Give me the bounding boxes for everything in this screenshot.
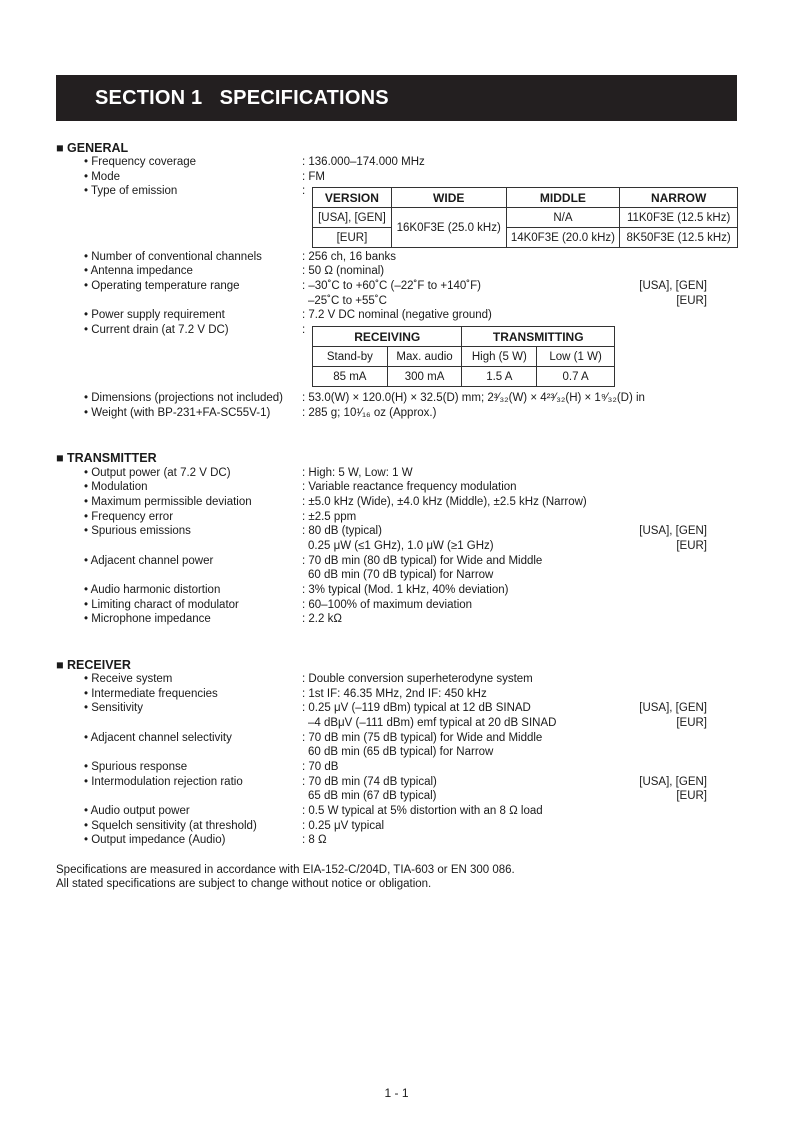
- spec-label: • Limiting charact of modulator: [84, 599, 239, 611]
- transmitter-heading: ■ TRANSMITTER: [56, 451, 157, 465]
- spec-sensitivity: [0, 701, 793, 716]
- page-number: 1 - 1: [384, 1086, 409, 1100]
- spec-value: : –30˚C to +60˚C (–22˚F to +140˚F): [302, 280, 481, 292]
- receiver-heading: ■ RECEIVER: [56, 658, 131, 672]
- spec-value: : Double conversion superheterodyne system: [302, 673, 533, 685]
- spec-value: : 60–100% of maximum deviation: [302, 599, 473, 611]
- spec-adjacent-channel-selectivity-narrow: [0, 745, 793, 760]
- spec-label: • Antenna impedance: [84, 265, 193, 277]
- spec-squelch-sensitivity: [0, 819, 793, 834]
- spec-value: : 70 dB min (74 dB typical): [302, 776, 437, 788]
- spec-label: • Intermediate frequencies: [84, 688, 218, 700]
- spec-value: : 70 dB: [302, 761, 339, 773]
- spec-label: • Intermodulation rejection ratio: [84, 776, 243, 788]
- spec-value: : 80 dB (typical): [302, 525, 382, 537]
- drain-sub-high: High (5 W): [462, 347, 537, 367]
- spec-value: : 3% typical (Mod. 1 kHz, 40% deviation): [302, 584, 509, 596]
- drain-header-transmitting: TRANSMITTING: [462, 327, 615, 347]
- spec-value: : 70 dB min (80 dB typical) for Wide and Middle: [302, 555, 543, 567]
- spec-limiting-charact: [0, 598, 793, 613]
- emission-header-wide: WIDE: [391, 188, 506, 208]
- spec-value: 65 dB min (67 dB typical): [308, 790, 437, 802]
- spec-value: :: [302, 324, 306, 336]
- page-title: SECTION 1 SPECIFICATIONS: [95, 87, 389, 109]
- spec-value: :: [302, 185, 306, 197]
- section-banner: [56, 75, 737, 121]
- spec-intermediate-frequencies: [0, 687, 793, 702]
- spec-value: : 285 g; 10¹⁄₁₆ oz (Approx.): [302, 407, 437, 419]
- region-tag: [USA], [GEN]: [639, 525, 707, 537]
- drain-header-receiving: RECEIVING: [313, 327, 462, 347]
- spec-modulation: [0, 480, 793, 495]
- spec-temperature-range-eur: [0, 294, 793, 309]
- spec-microphone-impedance: [0, 612, 793, 627]
- current-drain-table: [312, 326, 615, 387]
- spec-channels: [0, 250, 793, 265]
- spec-label: • Mode: [84, 171, 120, 183]
- spec-adjacent-channel-power-narrow: [0, 568, 793, 583]
- spec-label: • Modulation: [84, 481, 148, 493]
- spec-value: : 53.0(W) × 120.0(H) × 32.5(D) mm; 2³⁄₃₂(W) × 4²³⁄₃₂(H) × 1⁹⁄₃₂(D) in: [302, 392, 645, 404]
- spec-label: • Microphone impedance: [84, 613, 211, 625]
- emission-wide-value: 16K0F3E (25.0 kHz): [391, 208, 506, 248]
- spec-spurious-response: [0, 760, 793, 775]
- spec-value: : ±2.5 ppm: [302, 511, 357, 523]
- spec-spurious-emissions-eur: [0, 539, 793, 554]
- emission-version-usa: [USA], [GEN]: [313, 208, 392, 228]
- emission-header-narrow: NARROW: [620, 188, 738, 208]
- spec-value: : 8 Ω: [302, 834, 327, 846]
- spec-label: • Output impedance (Audio): [84, 834, 226, 846]
- emission-narrow-eur: 8K50F3E (12.5 kHz): [620, 228, 738, 248]
- spec-max-deviation: [0, 495, 793, 510]
- spec-label: • Weight (with BP-231+FA-SC55V-1): [84, 407, 271, 419]
- spec-value: : 2.2 kΩ: [302, 613, 342, 625]
- spec-label: • Number of conventional channels: [84, 251, 262, 263]
- spec-sensitivity-eur: [0, 716, 793, 731]
- emission-middle-eur: 14K0F3E (20.0 kHz): [506, 228, 620, 248]
- spec-label: • Type of emission: [84, 185, 178, 197]
- emission-middle-usa: N/A: [506, 208, 620, 228]
- region-tag: [EUR]: [676, 540, 707, 552]
- spec-value: 0.25 μW (≤1 GHz), 1.0 μW (≥1 GHz): [308, 540, 494, 552]
- region-tag: [USA], [GEN]: [639, 702, 707, 714]
- spec-intermodulation: [0, 775, 793, 790]
- drain-value-high: 1.5 A: [462, 367, 537, 387]
- spec-value: –25˚C to +55˚C: [308, 295, 387, 307]
- spec-weight: [0, 406, 793, 421]
- spec-intermodulation-eur: [0, 789, 793, 804]
- spec-value: 60 dB min (65 dB typical) for Narrow: [308, 746, 494, 758]
- spec-label: • Frequency error: [84, 511, 174, 523]
- spec-receive-system: [0, 672, 793, 687]
- spec-label: • Audio harmonic distortion: [84, 584, 221, 596]
- spec-temperature-range: [0, 279, 793, 294]
- spec-label: • Adjacent channel power: [84, 555, 214, 567]
- region-tag: [EUR]: [676, 790, 707, 802]
- spec-value: : 0.5 W typical at 5% distortion with an 8 Ω load: [302, 805, 543, 817]
- spec-label: • Output power (at 7.2 V DC): [84, 467, 231, 479]
- spec-value: –4 dBμV (–111 dBm) emf typical at 20 dB SINAD: [308, 717, 557, 729]
- region-tag: [EUR]: [676, 295, 707, 307]
- spec-mode: [0, 170, 793, 185]
- spec-dimensions: [0, 391, 793, 406]
- spec-value: : 136.000–174.000 MHz: [302, 156, 425, 168]
- spec-label: • Operating temperature range: [84, 280, 240, 292]
- spec-label: • Receive system: [84, 673, 173, 685]
- spec-value: : 0.25 μV (–119 dBm) typical at 12 dB SINAD: [302, 702, 531, 714]
- spec-label: • Dimensions (projections not included): [84, 392, 283, 404]
- footnote-change-notice: All stated specifications are subject to change without notice or obligation.: [56, 878, 432, 890]
- emission-narrow-usa: 11K0F3E (12.5 kHz): [620, 208, 738, 228]
- spec-spurious-emissions: [0, 524, 793, 539]
- spec-label: • Adjacent channel selectivity: [84, 732, 232, 744]
- region-tag: [EUR]: [676, 717, 707, 729]
- emission-header-middle: MIDDLE: [506, 188, 620, 208]
- spec-label: • Frequency coverage: [84, 156, 197, 168]
- drain-sub-standby: Stand-by: [313, 347, 388, 367]
- spec-value: : 256 ch, 16 banks: [302, 251, 396, 263]
- spec-value: : 1st IF: 46.35 MHz, 2nd IF: 450 kHz: [302, 688, 487, 700]
- spec-power-supply: [0, 308, 793, 323]
- spec-label: • Current drain (at 7.2 V DC): [84, 324, 229, 336]
- spec-frequency-coverage: [0, 155, 793, 170]
- spec-value: : 0.25 μV typical: [302, 820, 385, 832]
- spec-value: : 7.2 V DC nominal (negative ground): [302, 309, 492, 321]
- spec-label: • Spurious response: [84, 761, 188, 773]
- general-heading: ■ GENERAL: [56, 141, 129, 155]
- region-tag: [USA], [GEN]: [639, 280, 707, 292]
- spec-output-power: [0, 466, 793, 481]
- spec-value: : 50 Ω (nominal): [302, 265, 385, 277]
- drain-sub-maxaudio: Max. audio: [387, 347, 462, 367]
- emission-version-eur: [EUR]: [313, 228, 392, 248]
- spec-frequency-error: [0, 510, 793, 525]
- spec-label: • Maximum permissible deviation: [84, 496, 252, 508]
- spec-value: : FM: [302, 171, 325, 183]
- spec-label: • Spurious emissions: [84, 525, 191, 537]
- spec-value: : Variable reactance frequency modulation: [302, 481, 517, 493]
- spec-audio-harmonic-distortion: [0, 583, 793, 598]
- spec-value: : ±5.0 kHz (Wide), ±4.0 kHz (Middle), ±2.5 kHz (Narrow): [302, 496, 587, 508]
- drain-value-maxaudio: 300 mA: [387, 367, 462, 387]
- spec-label: • Power supply requirement: [84, 309, 225, 321]
- emission-table: [312, 187, 738, 248]
- spec-label: • Audio output power: [84, 805, 190, 817]
- drain-sub-low: Low (1 W): [537, 347, 615, 367]
- spec-value: : 70 dB min (75 dB typical) for Wide and Middle: [302, 732, 543, 744]
- spec-output-impedance: [0, 833, 793, 848]
- spec-antenna-impedance: [0, 264, 793, 279]
- spec-adjacent-channel-power: [0, 554, 793, 569]
- drain-value-low: 0.7 A: [537, 367, 615, 387]
- emission-header-version: VERSION: [313, 188, 392, 208]
- spec-value: : High: 5 W, Low: 1 W: [302, 467, 413, 479]
- spec-label: • Sensitivity: [84, 702, 143, 714]
- region-tag: [USA], [GEN]: [639, 776, 707, 788]
- spec-label: • Squelch sensitivity (at threshold): [84, 820, 257, 832]
- spec-adjacent-channel-selectivity: [0, 731, 793, 746]
- footnote-measurement: Specifications are measured in accordance with EIA-152-C/204D, TIA-603 or EN 300 086.: [56, 864, 515, 876]
- drain-value-standby: 85 mA: [313, 367, 388, 387]
- spec-value: 60 dB min (70 dB typical) for Narrow: [308, 569, 494, 581]
- spec-audio-output-power: [0, 804, 793, 819]
